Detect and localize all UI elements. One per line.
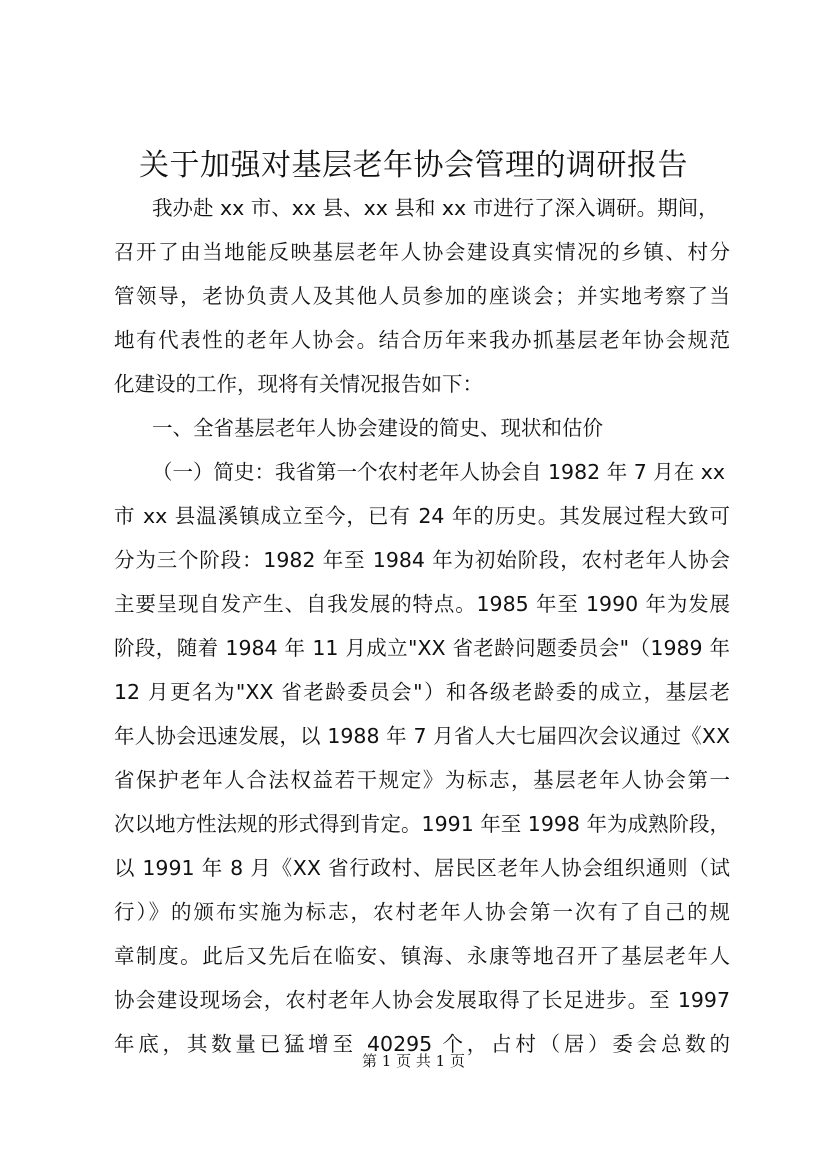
paragraph-line: 主要呈现自发产生、自我发展的特点。1985 年至 1990 年为发展 — [114, 592, 730, 616]
page-footer: 第 1 页 共 1 页 — [362, 1052, 465, 1070]
paragraph-line: 我办赴 xx 市、xx 县、xx 县和 xx 市进行了深入调研。期间， — [152, 196, 719, 220]
paragraph-line: （一）简史：我省第一个农村老年人协会自 1982 年 7 月在 xx — [152, 460, 726, 484]
paragraph-line: 协会建设现场会，农村老年人协会发展取得了长足进步。至 1997 — [114, 988, 730, 1012]
paragraph-line: 以 1991 年 8 月《XX 省行政村、居民区老年人协会组织通则（试 — [114, 856, 730, 880]
document-title: 关于加强对基层老年协会管理的调研报告 — [139, 148, 688, 183]
paragraph-line: 行）》的颁布实施为标志，农村老年人协会第一次有了自己的规 — [114, 900, 730, 924]
paragraph-line: 省保护老年人合法权益若干规定》为标志，基层老年人协会第一 — [114, 768, 730, 792]
paragraph-line: 章制度。此后又先后在临安、镇海、永康等地召开了基层老年人 — [114, 944, 730, 968]
paragraph-line: 12 月更名为"XX 省老龄委员会"）和各级老龄委的成立，基层老 — [114, 680, 730, 704]
paragraph-line: 地有代表性的老年人协会。结合历年来我办抓基层老年协会规范 — [114, 328, 730, 352]
paragraph-line: 召开了由当地能反映基层老年人协会建设真实情况的乡镇、村分 — [114, 240, 730, 264]
paragraph-line: 阶段，随着 1984 年 11 月成立"XX 省老龄问题委员会"（1989 年 — [114, 636, 730, 660]
paragraph-line: 年人协会迅速发展，以 1988 年 7 月省人大七届四次会议通过《XX — [114, 724, 730, 748]
paragraph-line: 年底，其数量已猛增至 40295 个，占村（居）委会总数的 — [114, 1032, 730, 1056]
paragraph-line: 管领导，老协负责人及其他人员参加的座谈会；并实地考察了当 — [114, 284, 730, 308]
paragraph-line: 分为三个阶段：1982 年至 1984 年为初始阶段，农村老年人协会 — [114, 548, 730, 572]
section-heading: 一、全省基层老年人协会建设的简史、现状和估价 — [152, 416, 603, 440]
paragraph-line: 次以地方性法规的形式得到肯定。1991 年至 1998 年为成熟阶段， — [114, 812, 730, 836]
paragraph-line: 市 xx 县温溪镇成立至今，已有 24 年的历史。其发展过程大致可 — [114, 504, 730, 528]
paragraph-line: 化建设的工作，现将有关情况报告如下： — [114, 372, 483, 396]
